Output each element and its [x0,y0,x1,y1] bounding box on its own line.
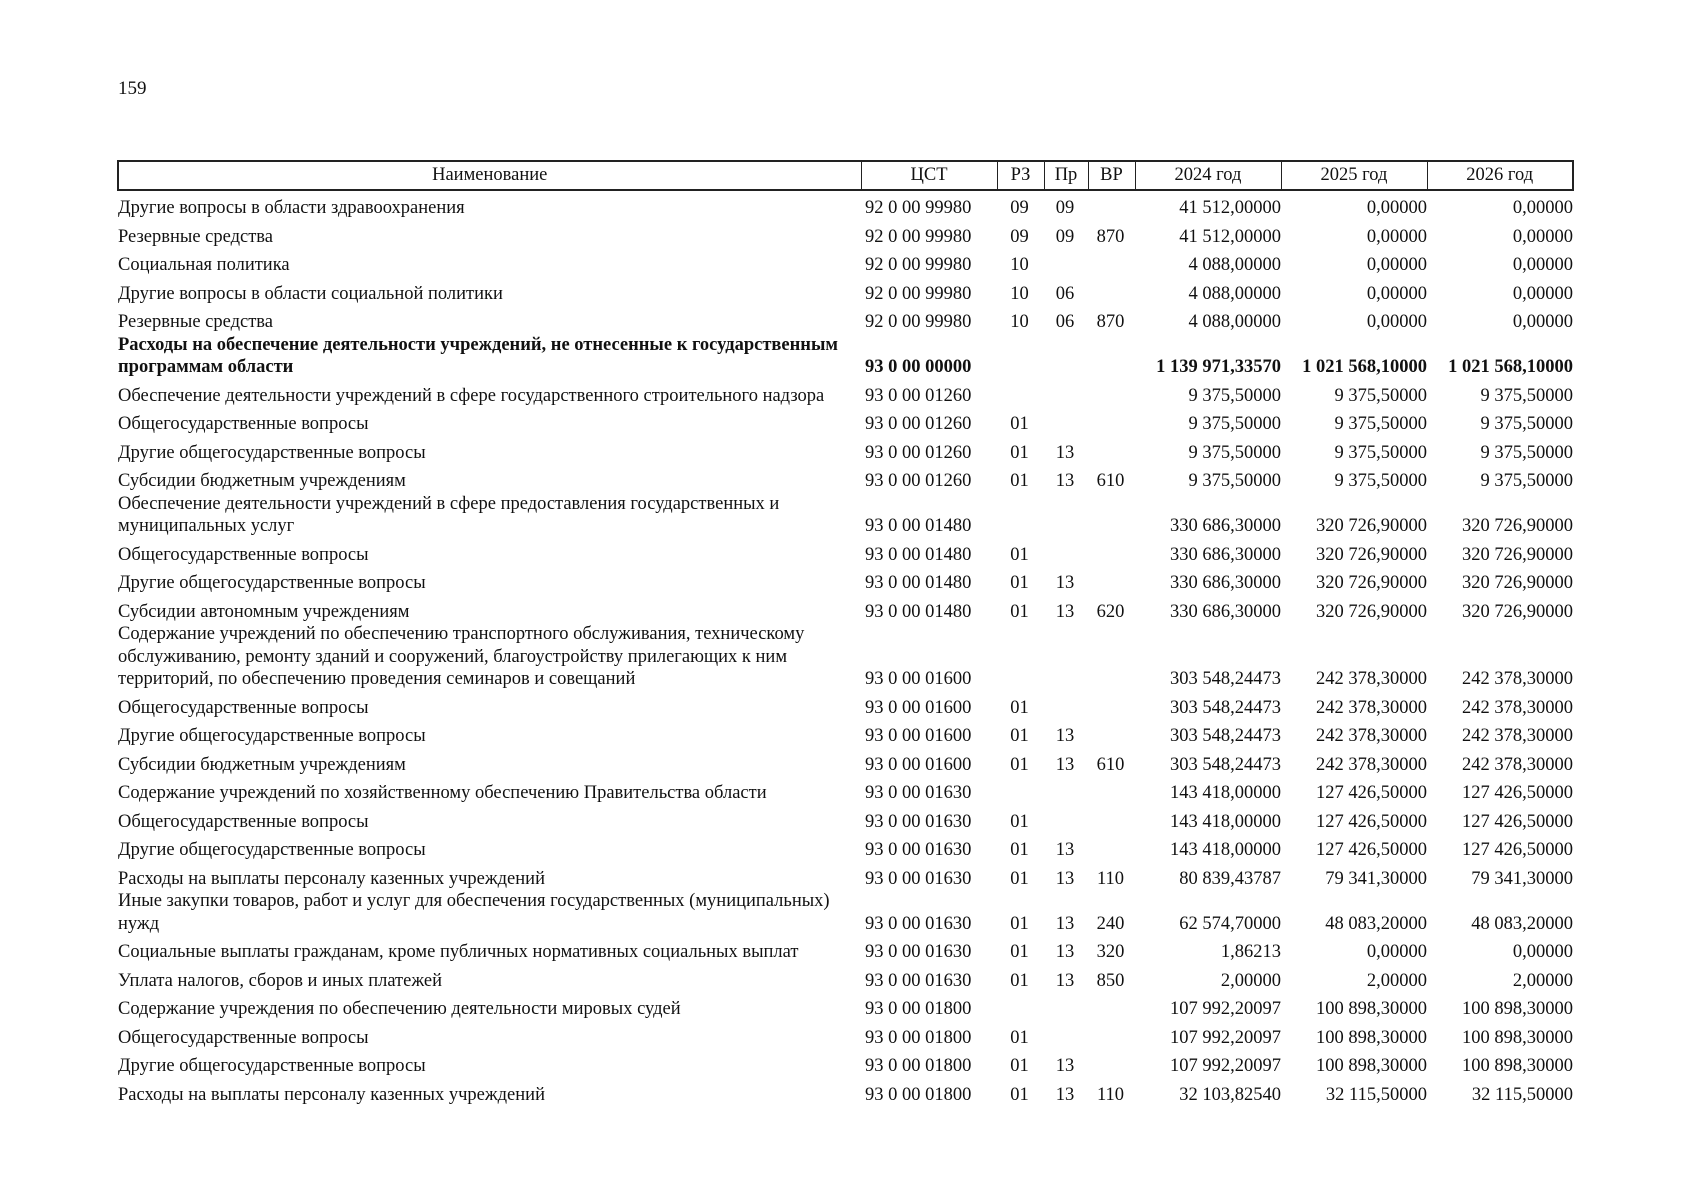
row-cst: 93 0 00 01630 [865,970,972,991]
header-2026: 2026 год [1427,161,1573,190]
row-value-2025: 2,00000 [1366,970,1427,991]
row-name: Общегосударственные вопросы [118,544,369,565]
row-pr [1044,407,1088,436]
table-row [118,277,1573,306]
row-value-2025: 0,00000 [1366,283,1427,304]
row-name: Другие вопросы в области социальной политики [118,283,503,304]
table-row [118,890,1573,935]
row-value-2026: 79 341,30000 [1471,868,1573,889]
row-value-2024: 107 992,20097 [1170,999,1281,1019]
row-cst: 93 0 00 01600 [865,697,972,718]
row-value-2025: 1 021 568,10000 [1302,357,1427,377]
row-value-2026: 127 426,50000 [1462,783,1573,803]
row-value-2025: 242 378,30000 [1316,726,1427,746]
row-name: Общегосударственные вопросы [118,1027,369,1048]
row-value-2025: 127 426,50000 [1316,783,1427,803]
budget-table [117,160,1574,1106]
row-value-2025: 320 726,90000 [1316,516,1427,536]
row-value-2026: 9 375,50000 [1480,442,1573,463]
row-cst: 93 0 00 01630 [865,942,972,962]
row-rz [997,334,1044,379]
header-pr: Пр [1044,161,1088,190]
page-number: 159 [118,78,147,99]
row-value-2026: 320 726,90000 [1462,573,1573,593]
row-name: Резервные средства [118,226,273,247]
row-name: Обеспечение деятельности учреждений в сфере предоставления государственных и муниципальных услуг [118,493,780,536]
row-rz: 10 [1010,312,1029,332]
table-row [118,595,1573,624]
row-value-2024: 62 574,70000 [1179,913,1281,934]
row-rz [997,992,1044,1021]
row-name: Содержание учреждения по обеспечению деятельности мировых судей [118,999,681,1019]
row-vr: 110 [1096,1084,1125,1105]
row-cst: 93 0 00 01480 [865,601,972,622]
row-value-2026: 127 426,50000 [1462,811,1573,832]
row-vr [1088,379,1135,408]
row-value-2024: 4 088,00000 [1188,312,1281,332]
row-rz: 09 [1010,226,1029,247]
row-value-2024: 9 375,50000 [1188,442,1281,463]
row-name: Резервные средства [118,312,273,332]
row-pr: 09 [1055,226,1075,247]
header-2025: 2025 год [1281,161,1427,190]
row-value-2024: 330 686,30000 [1170,573,1281,593]
row-rz: 01 [1010,1027,1029,1048]
table-row [118,248,1573,277]
row-pr: 13 [1055,726,1075,746]
row-name: Другие общегосударственные вопросы [118,1056,426,1076]
row-vr: 610 [1096,471,1125,491]
row-cst: 93 0 00 01260 [865,442,972,463]
row-pr [1044,623,1088,691]
row-value-2025: 242 378,30000 [1316,754,1427,775]
row-value-2025: 9 375,50000 [1334,471,1427,491]
row-value-2026: 9 375,50000 [1480,414,1573,434]
row-name: Социальные выплаты гражданам, кроме публичных нормативных социальных выплат [118,942,799,962]
row-value-2025: 48 083,20000 [1325,913,1427,934]
row-value-2024: 9 375,50000 [1188,414,1281,434]
row-cst: 93 0 00 01600 [865,754,972,775]
row-cst: 92 0 00 99980 [865,255,972,275]
row-value-2026: 0,00000 [1512,283,1573,304]
row-vr [1088,566,1135,595]
row-name: Содержание учреждений по хозяйственному обеспечению Правительства области [118,783,767,803]
table-row [118,805,1573,834]
header-cst: ЦСТ [861,161,997,190]
row-value-2025: 320 726,90000 [1316,601,1427,622]
row-pr: 13 [1055,840,1075,860]
row-pr [1044,1021,1088,1050]
table-row [118,493,1573,538]
row-value-2024: 303 548,24473 [1170,726,1281,746]
header-name: Наименование [118,161,861,190]
row-value-2024: 330 686,30000 [1170,516,1281,536]
row-rz [997,379,1044,408]
row-value-2026: 9 375,50000 [1480,471,1573,491]
row-vr [1088,190,1135,220]
row-vr [1088,407,1135,436]
row-vr [1088,623,1135,691]
row-rz [997,623,1044,691]
row-cst: 92 0 00 99980 [865,198,972,218]
row-value-2026: 48 083,20000 [1471,913,1573,934]
row-pr: 13 [1055,913,1075,934]
row-value-2024: 1,86213 [1220,942,1281,962]
row-rz: 01 [1010,697,1029,718]
row-value-2026: 320 726,90000 [1462,516,1573,536]
row-vr [1088,1021,1135,1050]
row-cst: 93 0 00 01800 [865,1084,972,1105]
row-value-2025: 0,00000 [1366,198,1427,218]
row-pr [1044,379,1088,408]
row-rz: 01 [1010,1084,1029,1105]
row-pr: 13 [1055,1084,1075,1105]
row-pr: 13 [1055,442,1075,463]
row-pr: 06 [1055,283,1075,304]
table-row [118,719,1573,748]
row-pr [1044,538,1088,567]
row-value-2026: 9 375,50000 [1480,385,1573,406]
row-value-2026: 320 726,90000 [1462,601,1573,622]
row-value-2026: 0,00000 [1512,942,1573,962]
row-value-2026: 0,00000 [1512,312,1573,332]
table-row [118,691,1573,720]
row-value-2025: 0,00000 [1366,226,1427,247]
row-pr [1044,334,1088,379]
row-name: Субсидии бюджетным учреждениям [118,471,406,491]
row-name: Расходы на выплаты персоналу казенных учреждений [118,1084,545,1105]
row-value-2026: 2,00000 [1512,970,1573,991]
table-row [118,305,1573,334]
table-row [118,623,1573,691]
row-cst: 93 0 00 01480 [865,516,972,536]
row-value-2024: 4 088,00000 [1188,255,1281,275]
row-rz: 01 [1010,840,1029,860]
row-vr [1088,436,1135,465]
row-value-2024: 2,00000 [1220,970,1281,991]
row-rz: 10 [1010,255,1029,275]
row-value-2024: 143 418,00000 [1170,783,1281,803]
row-vr: 870 [1096,226,1125,247]
row-name: Общегосударственные вопросы [118,697,369,718]
row-vr [1088,334,1135,379]
row-pr [1044,776,1088,805]
row-value-2024: 330 686,30000 [1170,544,1281,565]
row-vr [1088,833,1135,862]
row-value-2025: 9 375,50000 [1334,442,1427,463]
table-row [118,776,1573,805]
row-value-2025: 79 341,30000 [1325,868,1427,889]
row-value-2025: 100 898,30000 [1316,999,1427,1019]
row-value-2026: 242 378,30000 [1462,697,1573,718]
row-value-2026: 100 898,30000 [1462,1027,1573,1048]
row-rz: 09 [1010,198,1029,218]
row-rz: 01 [1010,601,1029,622]
row-value-2025: 9 375,50000 [1334,385,1427,406]
row-value-2025: 100 898,30000 [1316,1056,1427,1076]
row-value-2025: 127 426,50000 [1316,811,1427,832]
row-value-2024: 9 375,50000 [1188,471,1281,491]
row-cst: 93 0 00 01600 [865,669,972,689]
row-vr [1088,691,1135,720]
row-value-2026: 0,00000 [1512,198,1573,218]
row-rz: 01 [1010,573,1029,593]
row-value-2025: 127 426,50000 [1316,840,1427,860]
table-row [118,1078,1573,1107]
row-vr [1088,493,1135,538]
row-name: Социальная политика [118,255,290,275]
row-pr: 06 [1055,312,1075,332]
header-2024: 2024 год [1135,161,1281,190]
table-row [118,334,1573,379]
row-cst: 93 0 00 01800 [865,999,972,1019]
table-row [118,964,1573,993]
row-name: Субсидии бюджетным учреждениям [118,754,406,775]
row-value-2025: 9 375,50000 [1334,414,1427,434]
row-value-2025: 100 898,30000 [1316,1027,1427,1048]
row-cst: 93 0 00 01630 [865,868,972,889]
table-row [118,220,1573,249]
row-rz [997,776,1044,805]
row-cst: 93 0 00 00000 [865,357,972,377]
row-name: Общегосударственные вопросы [118,811,369,832]
table-row [118,1021,1573,1050]
row-vr [1088,538,1135,567]
row-vr: 850 [1096,970,1125,991]
row-vr [1088,805,1135,834]
row-cst: 93 0 00 01600 [865,726,972,746]
row-name: Другие вопросы в области здравоохранения [118,198,465,218]
row-value-2025: 0,00000 [1366,942,1427,962]
table-row [118,992,1573,1021]
header-rz: РЗ [997,161,1044,190]
row-pr [1044,992,1088,1021]
row-name: Обеспечение деятельности учреждений в сфере государственного строительного надзора [118,385,825,406]
row-vr [1088,1049,1135,1078]
row-pr: 13 [1055,942,1075,962]
row-value-2024: 303 548,24473 [1170,669,1281,689]
table-body [118,190,1573,1106]
row-rz: 01 [1010,970,1029,991]
row-cst: 93 0 00 01800 [865,1056,972,1076]
row-rz: 01 [1010,942,1029,962]
row-cst: 93 0 00 01260 [865,414,972,434]
row-name: Содержание учреждений по обеспечению транспортного обслуживания, техническому обслуживанию, ремонту зданий и сооружений, благоустройству прилегающих к ним территорий, по обеспечению проведения семинаров и совещаний [118,624,805,689]
row-vr [1088,248,1135,277]
row-name: Другие общегосударственные вопросы [118,726,426,746]
row-value-2025: 32 115,50000 [1325,1084,1427,1105]
row-cst: 93 0 00 01480 [865,544,972,565]
row-name: Другие общегосударственные вопросы [118,442,426,463]
row-vr: 870 [1096,312,1125,332]
row-value-2024: 107 992,20097 [1170,1056,1281,1076]
row-value-2024: 1 139 971,33570 [1156,357,1281,377]
row-cst: 93 0 00 01630 [865,913,972,934]
row-value-2026: 0,00000 [1512,226,1573,247]
row-name: Иные закупки товаров, работ и услуг для обеспечения государственных (муниципальных) нужд [118,891,830,934]
row-value-2026: 320 726,90000 [1462,544,1573,565]
row-cst: 93 0 00 01630 [865,811,972,832]
row-name: Расходы на обеспечение деятельности учреждений, не отнесенные к государственным программам области [118,334,839,377]
table-row [118,538,1573,567]
row-cst: 92 0 00 99980 [865,312,972,332]
row-value-2024: 143 418,00000 [1170,840,1281,860]
row-vr: 240 [1096,913,1125,934]
row-value-2025: 320 726,90000 [1316,573,1427,593]
row-rz: 01 [1010,868,1029,889]
row-pr: 13 [1055,970,1075,991]
row-cst: 93 0 00 01630 [865,783,972,803]
row-value-2024: 107 992,20097 [1170,1027,1281,1048]
row-pr: 09 [1055,198,1075,218]
row-vr: 610 [1096,754,1125,775]
row-value-2024: 32 103,82540 [1179,1084,1281,1105]
row-pr: 13 [1055,1056,1075,1076]
row-value-2024: 330 686,30000 [1170,601,1281,622]
row-value-2026: 127 426,50000 [1462,840,1573,860]
row-value-2026: 0,00000 [1512,255,1573,275]
row-cst: 92 0 00 99980 [865,283,972,304]
row-vr [1088,719,1135,748]
row-value-2024: 143 418,00000 [1170,811,1281,832]
row-cst: 93 0 00 01260 [865,471,972,491]
row-value-2026: 100 898,30000 [1462,999,1573,1019]
row-rz: 01 [1010,913,1029,934]
table-row [118,748,1573,777]
row-vr [1088,277,1135,306]
row-cst: 93 0 00 01630 [865,840,972,860]
row-cst: 93 0 00 01800 [865,1027,972,1048]
table-row [118,1049,1573,1078]
row-rz: 01 [1010,754,1029,775]
row-value-2025: 0,00000 [1366,312,1427,332]
row-rz [997,493,1044,538]
row-name: Другие общегосударственные вопросы [118,573,426,593]
row-value-2025: 242 378,30000 [1316,697,1427,718]
row-rz: 01 [1010,1056,1029,1076]
table-row [118,379,1573,408]
row-rz: 01 [1010,442,1029,463]
row-pr: 13 [1055,754,1075,775]
table-row [118,464,1573,493]
row-name: Расходы на выплаты персоналу казенных учреждений [118,868,545,889]
row-cst: 93 0 00 01480 [865,573,972,593]
row-value-2024: 303 548,24473 [1170,697,1281,718]
row-value-2026: 1 021 568,10000 [1448,357,1573,377]
table-row [118,436,1573,465]
row-rz: 01 [1010,544,1029,565]
table-row [118,833,1573,862]
row-rz: 10 [1010,283,1029,304]
row-pr [1044,248,1088,277]
row-pr [1044,805,1088,834]
row-vr: 320 [1096,942,1125,962]
row-rz: 01 [1010,726,1029,746]
row-cst: 93 0 00 01260 [865,385,972,406]
row-value-2025: 320 726,90000 [1316,544,1427,565]
table-row [118,407,1573,436]
row-rz: 01 [1010,811,1029,832]
row-rz: 01 [1010,414,1029,434]
row-name: Субсидии автономным учреждениям [118,601,410,622]
row-pr [1044,493,1088,538]
row-name: Уплата налогов, сборов и иных платежей [118,970,443,991]
table-row [118,862,1573,891]
row-pr [1044,691,1088,720]
row-value-2024: 41 512,00000 [1179,198,1281,218]
row-pr: 13 [1055,868,1075,889]
row-cst: 92 0 00 99980 [865,226,972,247]
row-value-2024: 41 512,00000 [1179,226,1281,247]
row-value-2024: 9 375,50000 [1188,385,1281,406]
row-pr: 13 [1055,471,1075,491]
row-pr: 13 [1055,573,1075,593]
row-value-2026: 242 378,30000 [1462,669,1573,689]
row-pr: 13 [1055,601,1075,622]
row-value-2026: 100 898,30000 [1462,1056,1573,1076]
table-row [118,190,1573,220]
row-value-2024: 303 548,24473 [1170,754,1281,775]
row-vr: 110 [1096,868,1125,889]
table-header-row [118,161,1573,190]
row-name: Общегосударственные вопросы [118,414,369,434]
row-value-2026: 32 115,50000 [1471,1084,1573,1105]
row-name: Другие общегосударственные вопросы [118,840,426,860]
row-rz: 01 [1010,471,1029,491]
row-value-2024: 4 088,00000 [1188,283,1281,304]
row-value-2025: 0,00000 [1366,255,1427,275]
header-vr: ВР [1088,161,1135,190]
table-row [118,566,1573,595]
row-value-2024: 80 839,43787 [1179,868,1281,889]
row-vr: 620 [1096,601,1125,622]
row-value-2025: 242 378,30000 [1316,669,1427,689]
row-value-2026: 242 378,30000 [1462,754,1573,775]
table-row [118,935,1573,964]
row-vr [1088,992,1135,1021]
row-vr [1088,776,1135,805]
row-value-2026: 242 378,30000 [1462,726,1573,746]
